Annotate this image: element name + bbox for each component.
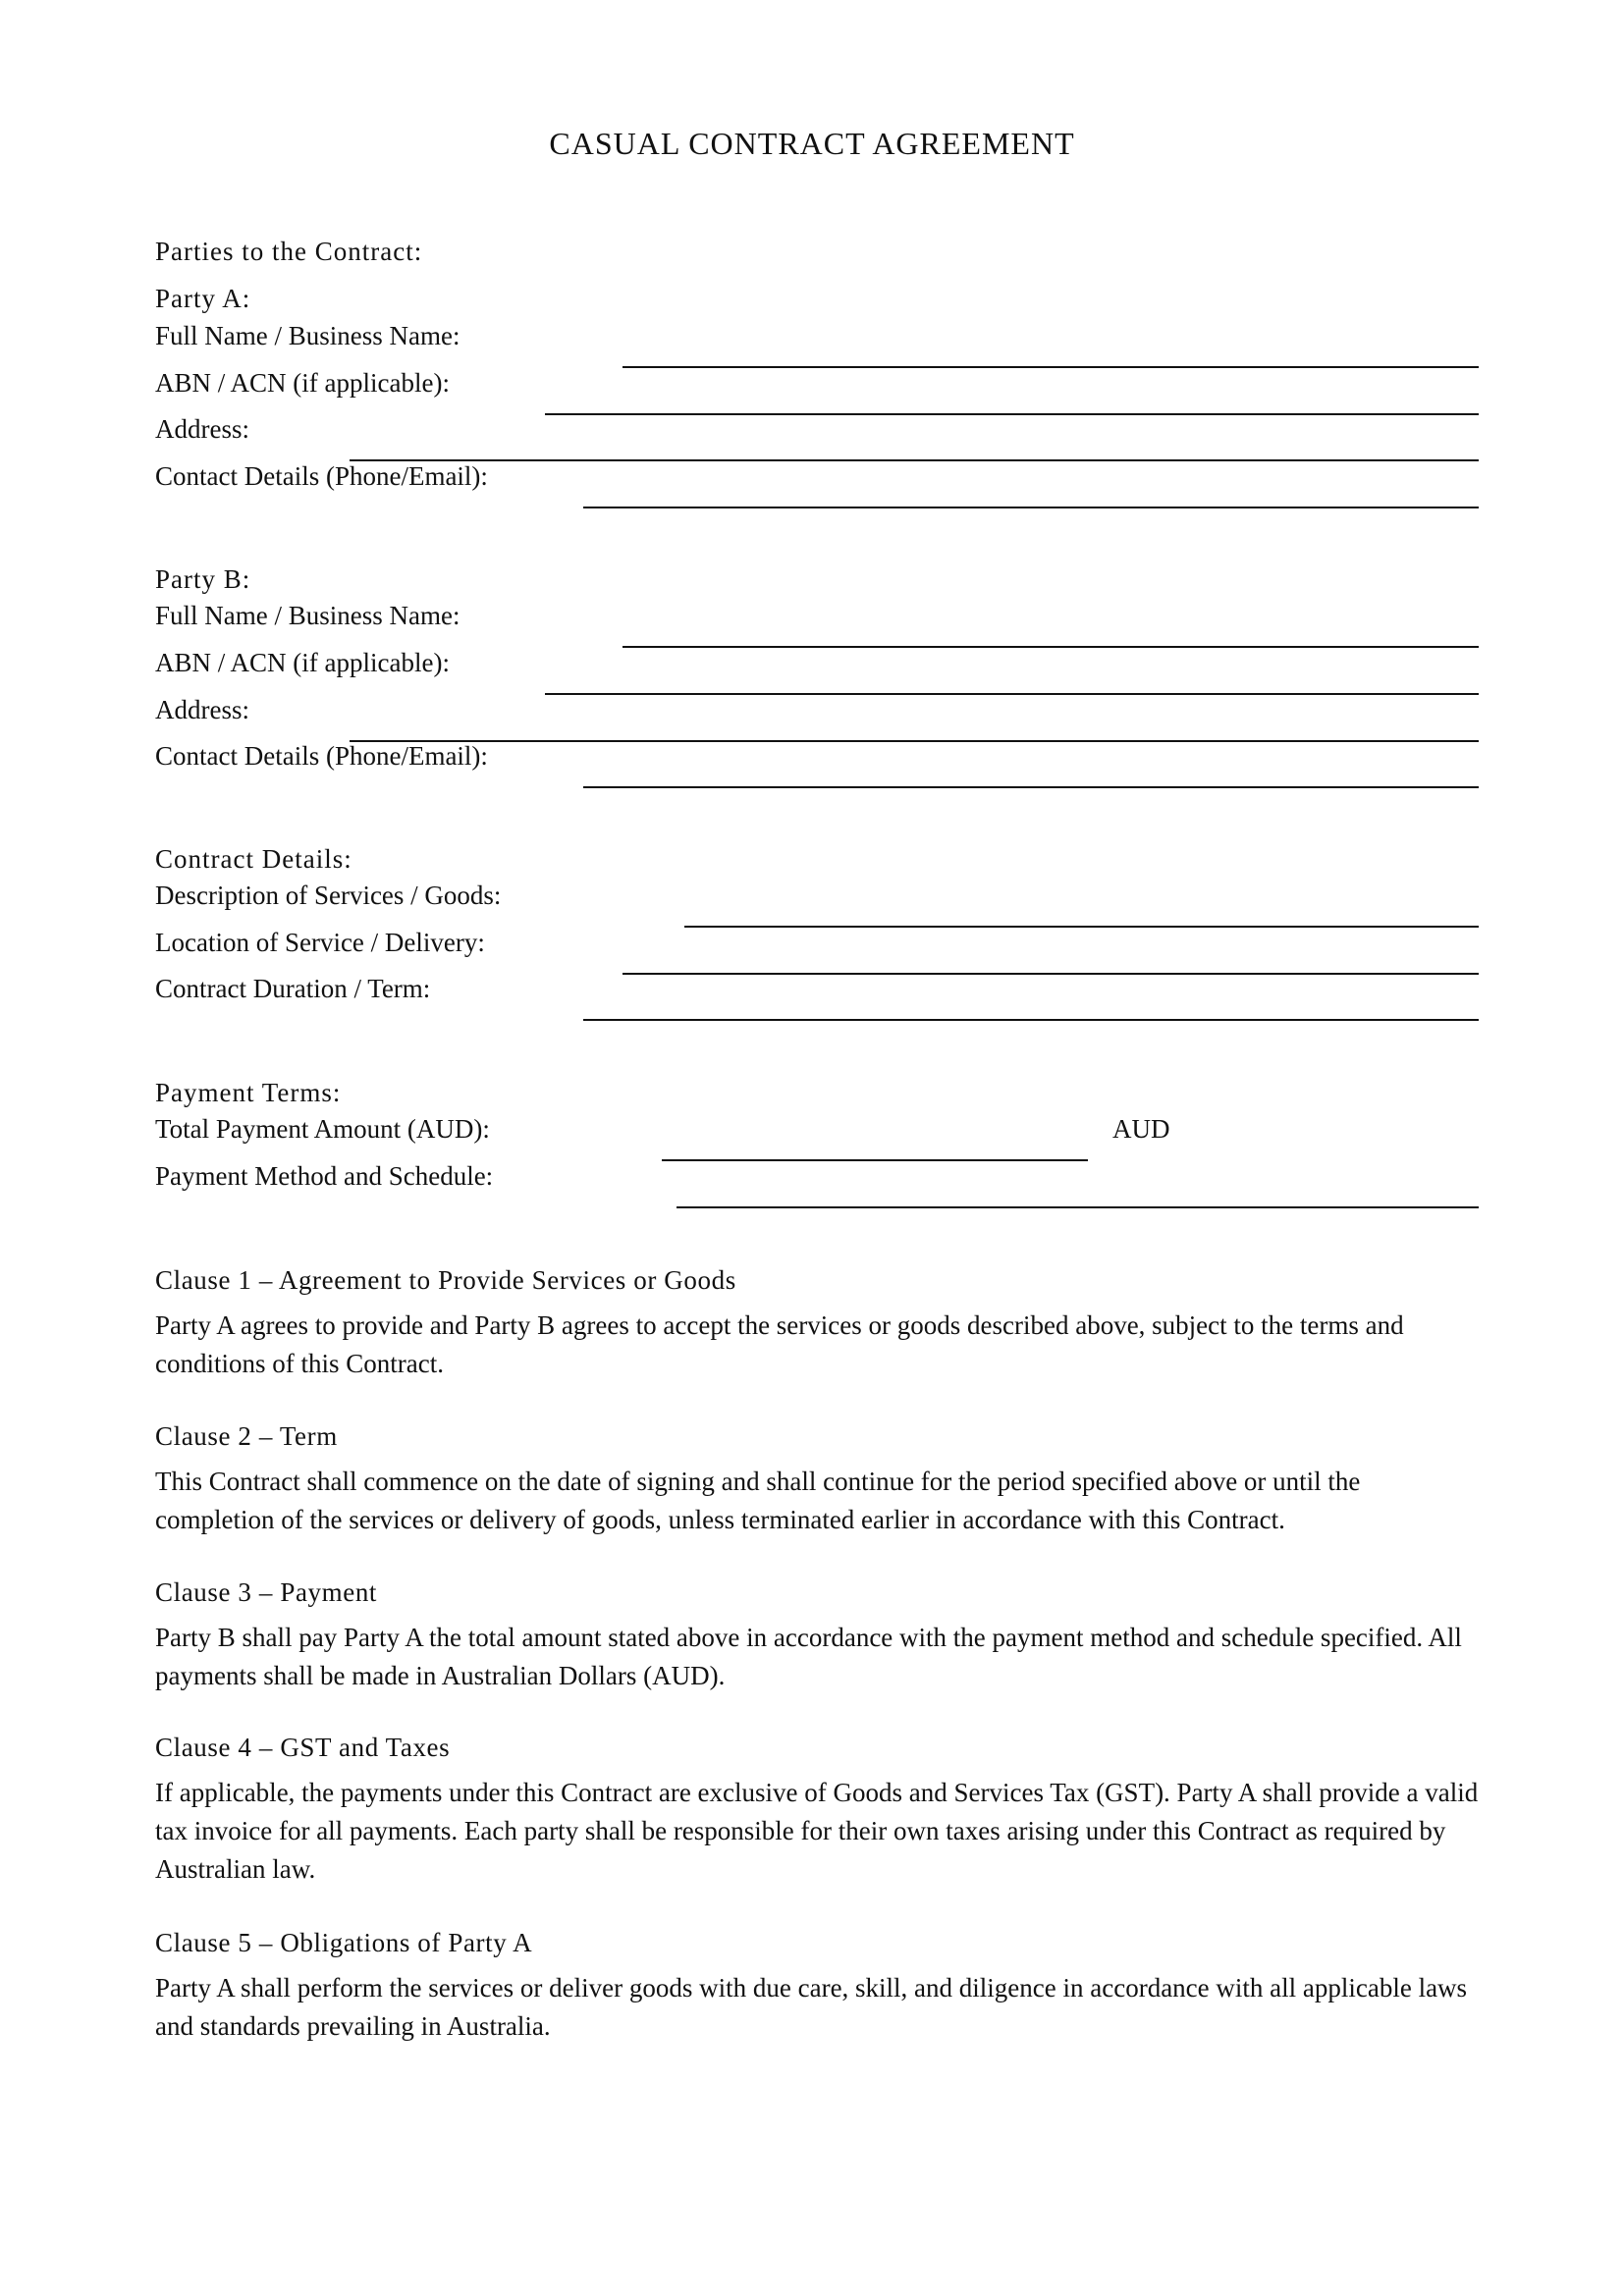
duration-field[interactable] (583, 972, 1479, 1021)
currency-label: AUD (1112, 1114, 1170, 1144)
party-a-contact-label: Contact Details (Phone/Email): (155, 461, 488, 491)
clause-3-body: Party B shall pay Party A the total amount stated above in accordance with the payment method and schedule specified. All payments shall be made in Australian Dollars (AUD). (155, 1623, 1462, 1690)
party-b-full-name-field[interactable] (623, 599, 1479, 648)
parties-heading: Parties to the Contract: (155, 237, 423, 266)
location-row (155, 926, 1479, 973)
party-b-abn-row (155, 646, 1479, 693)
clause-4-title: Clause 4 – GST and Taxes (155, 1733, 451, 1762)
party-b-address-label: Address: (155, 695, 249, 724)
party-b-abn-label: ABN / ACN (if applicable): (155, 648, 450, 677)
party-b-full-name-label: Full Name / Business Name: (155, 601, 460, 630)
party-a-address-label: Address: (155, 414, 249, 444)
payment-terms-heading: Payment Terms: (155, 1078, 342, 1107)
total-payment-field[interactable] (662, 1112, 1088, 1161)
party-a-address-row (155, 412, 1479, 459)
party-a-abn-row (155, 366, 1479, 413)
party-a-abn-label: ABN / ACN (if applicable): (155, 368, 450, 398)
party-a-full-name-field[interactable] (623, 319, 1479, 368)
party-a-contact-field[interactable] (583, 459, 1479, 508)
party-a-heading: Party A: (155, 284, 251, 313)
party-a-contact-row (155, 459, 1479, 507)
party-a-full-name-label: Full Name / Business Name: (155, 321, 460, 350)
clause-5-title: Clause 5 – Obligations of Party A (155, 1928, 533, 1957)
total-payment-row (155, 1112, 1479, 1159)
duration-row (155, 972, 1479, 1019)
total-payment-label: Total Payment Amount (AUD): (155, 1114, 490, 1144)
party-b-contact-row (155, 739, 1479, 786)
clause-1-title: Clause 1 – Agreement to Provide Services or Goods (155, 1265, 736, 1295)
payment-method-field[interactable] (677, 1159, 1479, 1208)
clause-1-body: Party A agrees to provide and Party B agrees to accept the services or goods described above, subject to the terms and conditions of this Contract. (155, 1310, 1404, 1378)
party-b-heading: Party B: (155, 564, 251, 594)
payment-method-row (155, 1159, 1479, 1206)
clause-4-body: If applicable, the payments under this Contract are exclusive of Goods and Services Tax (GST). Party A shall provide a valid tax invoice for all payments. Each party shall be responsible for their own taxes arising under this Contract as required by Australian law. (155, 1778, 1479, 1884)
contract-details-heading: Contract Details: (155, 844, 352, 874)
location-field[interactable] (623, 926, 1479, 975)
duration-label: Contract Duration / Term: (155, 974, 431, 1003)
document-title: CASUAL CONTRACT AGREEMENT (549, 126, 1075, 161)
description-label: Description of Services / Goods: (155, 881, 502, 910)
party-b-address-field[interactable] (350, 693, 1479, 742)
clause-2-title: Clause 2 – Term (155, 1421, 338, 1451)
party-b-full-name-row (155, 599, 1479, 646)
party-a-address-field[interactable] (350, 412, 1479, 461)
description-field[interactable] (684, 879, 1479, 928)
clause-2-body: This Contract shall commence on the date of signing and shall continue for the period specified above or until the completion of the services or delivery of goods, unless terminated earlier in accordance with this Contract. (155, 1467, 1361, 1534)
clause-3-title: Clause 3 – Payment (155, 1577, 378, 1607)
party-b-abn-field[interactable] (545, 646, 1479, 695)
payment-method-label: Payment Method and Schedule: (155, 1161, 494, 1191)
party-b-contact-field[interactable] (583, 739, 1479, 788)
party-b-contact-label: Contact Details (Phone/Email): (155, 741, 488, 771)
clause-5-body: Party A shall perform the services or deliver goods with due care, skill, and diligence in accordance with all applicable laws and standards prevailing in Australia. (155, 1973, 1468, 2041)
party-a-full-name-row (155, 319, 1479, 366)
party-a-abn-field[interactable] (545, 366, 1479, 415)
party-b-address-row (155, 693, 1479, 740)
description-row (155, 879, 1479, 926)
location-label: Location of Service / Delivery: (155, 928, 485, 957)
